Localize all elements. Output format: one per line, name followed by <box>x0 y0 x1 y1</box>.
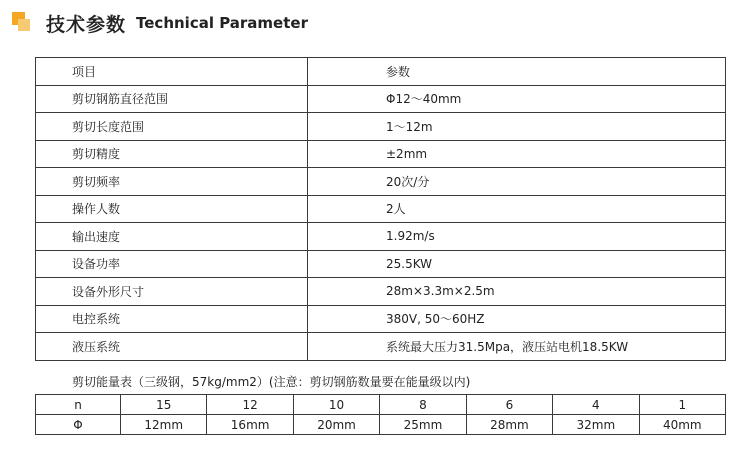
table-row <box>36 113 726 141</box>
parameter-name-cell: 输出速度 <box>36 223 308 251</box>
energy-value-cell: 15 <box>121 395 207 415</box>
energy-value-cell: 16mm <box>207 415 293 435</box>
energy-value-cell: 6 <box>466 395 552 415</box>
energy-value-cell: 25mm <box>380 415 466 435</box>
parameter-value-cell: Φ12～40mm <box>308 85 726 113</box>
energy-table-row <box>36 415 726 435</box>
energy-value-cell: 20mm <box>293 415 379 435</box>
parameter-name-cell: 剪切长度范围 <box>36 113 308 141</box>
energy-value-cell: 28mm <box>466 415 552 435</box>
table-row <box>36 250 726 278</box>
table-row <box>36 333 726 361</box>
energy-table <box>35 394 726 435</box>
table-row <box>36 278 726 306</box>
table-row <box>36 85 726 113</box>
table-row <box>36 195 726 223</box>
parameter-name-cell: 电控系统 <box>36 305 308 333</box>
parameter-value-cell: 20次/分 <box>308 168 726 196</box>
energy-value-cell: 8 <box>380 395 466 415</box>
parameter-name-cell: 剪切钢筋直径范围 <box>36 85 308 113</box>
parameter-value-cell: 系统最大压力31.5Mpa，液压站电机18.5KW <box>308 333 726 361</box>
energy-value-cell: 1 <box>639 395 725 415</box>
energy-value-cell: 12mm <box>121 415 207 435</box>
column-header-value: 参数 <box>308 58 726 86</box>
parameter-name-cell: 剪切频率 <box>36 168 308 196</box>
parameter-name-cell: 设备外形尺寸 <box>36 278 308 306</box>
parameter-value-cell: 28m×3.3m×2.5m <box>308 278 726 306</box>
energy-table-row <box>36 395 726 415</box>
parameter-name-cell: 剪切精度 <box>36 140 308 168</box>
parameter-name-cell: 操作人数 <box>36 195 308 223</box>
parameter-value-cell: 380V, 50～60HZ <box>308 305 726 333</box>
parameter-name-cell: 液压系统 <box>36 333 308 361</box>
energy-row-label: n <box>36 395 121 415</box>
parameter-value-cell: 25.5KW <box>308 250 726 278</box>
table-row <box>36 223 726 251</box>
energy-value-cell: 40mm <box>639 415 725 435</box>
parameter-value-cell: 1～12m <box>308 113 726 141</box>
section-header <box>12 10 308 36</box>
table-row <box>36 305 726 333</box>
parameter-table-header <box>36 58 726 86</box>
section-title-cn: 技术参数 <box>46 13 127 36</box>
table-row <box>36 168 726 196</box>
parameter-value-cell: 1.92m/s <box>308 223 726 251</box>
parameter-name-cell: 设备功率 <box>36 250 308 278</box>
energy-value-cell: 4 <box>553 395 639 415</box>
energy-value-cell: 10 <box>293 395 379 415</box>
parameter-value-cell: ±2mm <box>308 140 726 168</box>
section-title-en: Technical Parameter <box>136 14 308 32</box>
parameter-value-cell: 2人 <box>308 195 726 223</box>
table-row <box>36 140 726 168</box>
section-marker-icon <box>12 12 34 34</box>
energy-table-title: 剪切能量表（三级钢，57kg/mm2）(注意：剪切钢筋数量要在能量级以内) <box>72 375 471 389</box>
energy-row-label: Φ <box>36 415 121 435</box>
energy-value-cell: 12 <box>207 395 293 415</box>
column-header-item: 项目 <box>36 58 308 86</box>
parameter-table <box>35 57 726 361</box>
energy-value-cell: 32mm <box>553 415 639 435</box>
